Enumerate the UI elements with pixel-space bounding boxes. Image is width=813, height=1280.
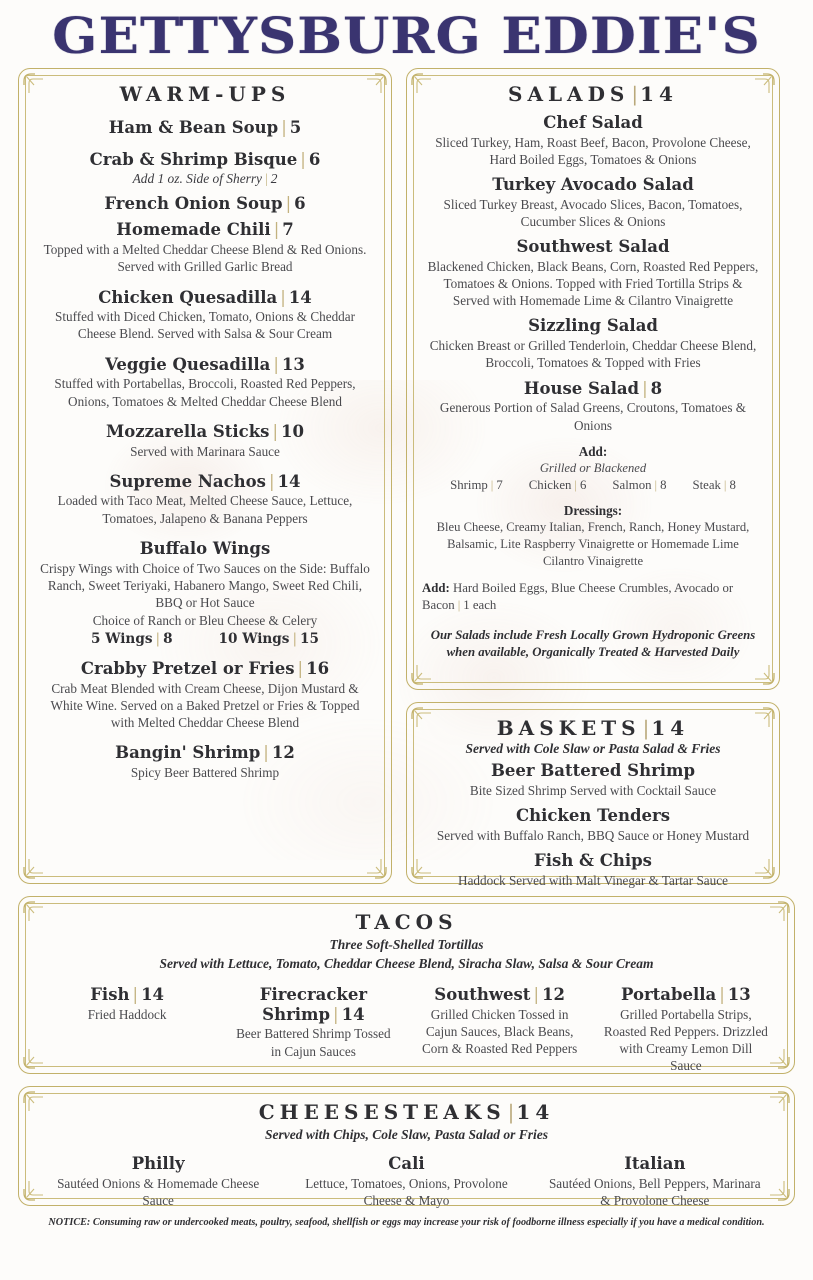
dressings-label: Dressings: <box>563 503 623 519</box>
menu-columns <box>18 68 795 888</box>
menu-item <box>34 118 376 138</box>
addons-price-row <box>422 478 764 493</box>
cheesesteaks-subtitle: Served with Chips, Cole Slaw, Pasta Salad or Fries <box>264 1127 549 1142</box>
item-description: Sautéed Onions & Homemade Cheese Sauce <box>57 1175 260 1208</box>
menu-item <box>34 150 376 187</box>
addons-style-note: Grilled or Blackened <box>539 460 647 475</box>
menu-item <box>34 1154 282 1209</box>
item-name-row: Bangin' Shrimp | 12 <box>115 743 295 763</box>
frame-corner-icon <box>366 858 388 880</box>
menu-item <box>422 175 764 230</box>
dressings-list: Bleu Cheese, Creamy Italian, French, Ranch, Honey Mustard, Balsamic, Lite Raspberry Vinaigrette or Homemade Lime Cilantro Vinaigrette <box>436 520 750 569</box>
item-description: Sautéed Onions, Bell Peppers, Marinara & Provolone Cheese <box>548 1175 761 1208</box>
menu-item <box>34 985 220 1074</box>
addons-label: Add: <box>578 443 608 459</box>
item-name-row: Homemade Chili | 7 <box>116 220 294 240</box>
price-separator: | <box>268 471 275 491</box>
price-separator: | <box>265 170 268 186</box>
cheesesteaks-grid <box>34 1154 779 1209</box>
item-description: Served with Buffalo Ranch, BBQ Sauce or Honey Mustard <box>436 827 750 843</box>
item-name-row: Mozzarella Sticks | 10 <box>106 421 304 441</box>
wings-5-price: 5 Wings | 8 <box>91 631 173 648</box>
item-description: Topped with a Melted Cheddar Cheese Blend & Red Onions. Served with Grilled Garlic Bread <box>43 242 367 275</box>
item-name-row: Veggie Quesadilla | 13 <box>105 354 305 374</box>
item-name-row: French Onion Soup | 6 <box>104 193 306 213</box>
item-description: Beer Battered Shrimp Tossed in Cajun Sauces <box>236 1026 391 1059</box>
price-separator: | <box>719 984 725 1004</box>
item-description-secondary: Choice of Ranch or Bleu Cheese & Celery <box>92 613 318 629</box>
menu-item <box>34 194 376 214</box>
item-name-row: Supreme Nachos | 14 <box>109 471 301 491</box>
extras-list: Hard Boiled Eggs, Blue Cheese Crumbles, Avocado or Bacon <box>422 581 734 613</box>
item-name-row: Fish | 14 <box>90 984 165 1004</box>
price-separator: | <box>631 82 639 106</box>
item-description: Sliced Turkey, Ham, Roast Beef, Bacon, Provolone Cheese, Hard Boiled Eggs, Tomatoes & Onions <box>435 134 751 167</box>
menu-header <box>18 0 795 68</box>
extras-price: 1 each <box>463 598 497 613</box>
item-name-row: Sizzling Salad <box>528 316 658 336</box>
wings-price-row <box>34 631 376 647</box>
addon-salmon: Salmon | 8 <box>612 478 667 493</box>
price-separator: | <box>292 631 298 648</box>
item-name-row: House Salad | 8 <box>523 378 663 398</box>
price-separator: | <box>280 287 286 307</box>
section-cheesesteaks <box>18 1086 795 1206</box>
item-description: Served with Marinara Sauce <box>130 443 280 459</box>
section-title-salads: SALADS | 14 <box>508 82 678 106</box>
section-title-baskets: BASKETS | 14 <box>496 716 690 740</box>
menu-item <box>34 472 376 527</box>
item-name-row: Southwest Salad <box>516 237 670 257</box>
menu-item <box>422 316 764 371</box>
price-separator: | <box>654 478 658 493</box>
item-name-row: Chicken Tenders <box>515 805 670 825</box>
price-separator: | <box>285 193 292 213</box>
item-description: Crab Meat Blended with Cream Cheese, Dijon Mustard & White Wine. Served on a Baked Pretzel or Fries & Topped with Melted Cheddar Cheese Blend <box>50 681 360 731</box>
baskets-subtitle: Served with Cole Slaw or Pasta Salad & Fries <box>465 741 721 756</box>
menu-item <box>282 1154 530 1209</box>
menu-item <box>34 220 376 275</box>
price-separator: | <box>642 716 650 740</box>
item-name-row: Philly <box>131 1153 185 1173</box>
menu-item <box>422 851 764 889</box>
menu-item <box>531 1154 779 1209</box>
menu-item <box>407 985 593 1074</box>
item-description: Crispy Wings with Choice of Two Sauces on the Side: Buffalo Ranch, Sweet Teriyaki, Habanero Mango, Sweet Red Chili, BBQ or Hot Sauce <box>40 560 370 610</box>
section-salads <box>406 68 780 690</box>
addon-shrimp: Shrimp | 7 <box>450 478 503 493</box>
salad-protein-addons <box>422 444 764 493</box>
hydroponic-greens-note: Our Salads include Fresh Locally Grown Hydroponic Greens when available, Organically Treated & Harvested Daily <box>430 627 756 659</box>
menu-item <box>34 743 376 781</box>
price-separator: | <box>490 478 494 493</box>
item-name-row: Firecracker Shrimp | 14 <box>259 984 368 1024</box>
salad-extra-addons <box>422 580 764 615</box>
section-tacos <box>18 896 795 1074</box>
item-description: Stuffed with Portabellas, Broccoli, Roasted Red Peppers, Onions, Tomatoes & Melted Cheddar Cheese Blend <box>54 376 356 409</box>
item-description: Bite Sized Shrimp Served with Cocktail Sauce <box>469 782 717 798</box>
section-baskets <box>406 702 780 888</box>
price-separator: | <box>574 478 577 493</box>
item-description: Fried Haddock <box>87 1006 167 1022</box>
item-description: Loaded with Taco Meat, Melted Cheese Sauce, Lettuce, Tomatoes, Jalapeno & Banana Peppers <box>57 493 353 526</box>
column-left <box>18 68 392 884</box>
menu-item <box>34 539 376 647</box>
price-separator: | <box>273 220 280 240</box>
price-separator: | <box>333 1004 339 1024</box>
item-name-row: Crabby Pretzel or Fries | 16 <box>80 659 330 679</box>
section-title-tacos: TACOS <box>355 910 458 934</box>
menu-item <box>34 288 376 343</box>
price-separator: | <box>457 598 461 613</box>
price-separator: | <box>155 631 161 648</box>
addon-steak: Steak | 8 <box>692 478 736 493</box>
item-description: Grilled Chicken Tossed in Cajun Sauces, Black Beans, Corn & Roasted Red Peppers <box>421 1006 578 1056</box>
price-separator: | <box>723 478 727 493</box>
item-name-row: Buffalo Wings <box>139 538 271 558</box>
price-separator: | <box>642 378 648 398</box>
menu-item <box>422 113 764 168</box>
item-description: Lettuce, Tomatoes, Onions, Provolone Cheese & Mayo <box>305 1175 508 1208</box>
price-separator: | <box>297 659 304 679</box>
menu-item <box>34 355 376 410</box>
frame-corner-icon <box>754 664 776 686</box>
price-separator: | <box>533 984 539 1004</box>
menu-item <box>422 806 764 844</box>
item-name-row: Chicken Quesadilla | 14 <box>98 287 312 307</box>
item-name-row: Italian <box>624 1153 686 1173</box>
food-safety-notice: NOTICE: Consuming raw or undercooked meats, poultry, seafood, shellfish or eggs may increase your risk of foodborne illness especially if you have a medical condition. <box>48 1217 765 1228</box>
salad-dressings <box>422 503 764 570</box>
item-description: Generous Portion of Salad Greens, Croutons, Tomatoes & Onions <box>439 400 747 433</box>
tacos-subtitle-2: Served with Lettuce, Tomato, Cheddar Cheese Blend, Siracha Slaw, Salsa & Sour Cream <box>159 955 654 971</box>
tacos-grid <box>34 985 779 1074</box>
price-separator: | <box>273 354 279 374</box>
item-name-row: Cali <box>388 1153 425 1173</box>
price-separator: | <box>132 984 139 1004</box>
tacos-subtitle-1: Three Soft-Shelled Tortillas <box>329 937 484 952</box>
item-description: Blackened Chicken, Black Beans, Corn, Roasted Red Peppers, Tomatoes & Onions. Topped with Fried Tortilla Strips & Served with Homemade Lime & Cilantro Vinaigrette <box>427 259 759 309</box>
section-title-cheesesteaks: CHEESESTEAKS | 14 <box>258 1100 555 1124</box>
price-separator: | <box>272 421 279 441</box>
item-description: Stuffed with Diced Chicken, Tomato, Onions & Cheddar Cheese Blend. Served with Salsa & Sour Cream <box>54 309 356 342</box>
item-name-row: Portabella | 13 <box>620 984 751 1004</box>
price-separator: | <box>300 149 306 169</box>
menu-item <box>34 659 376 731</box>
item-name-row: Ham & Bean Soup | 5 <box>108 118 302 137</box>
section-warmups <box>18 68 392 884</box>
frame-corner-icon <box>22 858 44 880</box>
item-name-row: Southwest | 12 <box>434 984 565 1004</box>
item-description: Sliced Turkey Breast, Avocado Slices, Bacon, Tomatoes, Cucumber Slices & Onions <box>443 196 743 230</box>
item-description: Spicy Beer Battered Shrimp <box>130 765 280 781</box>
item-description: Grilled Portabella Strips, Roasted Red Peppers. Drizzled with Creamy Lemon Dill Sauce <box>603 1006 768 1074</box>
menu-item <box>422 379 764 434</box>
wings-10-price: 10 Wings | 15 <box>218 631 319 648</box>
price-separator: | <box>263 743 269 763</box>
extras-label: Add: <box>422 581 450 596</box>
item-name-row: Beer Battered Shrimp <box>490 760 696 780</box>
frame-corner-icon <box>410 664 432 686</box>
item-name-row: Fish & Chips <box>534 850 652 870</box>
menu-item <box>422 237 764 309</box>
addon-chicken: Chicken | 6 <box>528 478 587 493</box>
item-addon-note: Add 1 oz. Side of Sherry | 2 <box>132 170 278 186</box>
menu-item <box>422 761 764 799</box>
column-right <box>406 68 780 888</box>
item-name-row: Chef Salad <box>543 113 643 132</box>
item-description: Haddock Served with Malt Vinegar & Tartar Sauce <box>458 872 728 888</box>
item-name-row: Crab & Shrimp Bisque | 6 <box>89 149 321 169</box>
menu-item <box>593 985 779 1074</box>
price-separator: | <box>507 1100 515 1124</box>
item-description: Chicken Breast or Grilled Tenderloin, Cheddar Cheese Blend, Broccoli, Tomatoes & Topped with Fries <box>429 338 757 371</box>
item-name-row: Turkey Avocado Salad <box>492 175 694 195</box>
price-separator: | <box>281 118 287 137</box>
menu-item <box>220 985 406 1074</box>
section-title-warmups: WARM-UPS <box>119 82 291 106</box>
menu-item <box>34 422 376 460</box>
restaurant-title: GETTYSBURG EDDIE'S <box>52 6 761 65</box>
